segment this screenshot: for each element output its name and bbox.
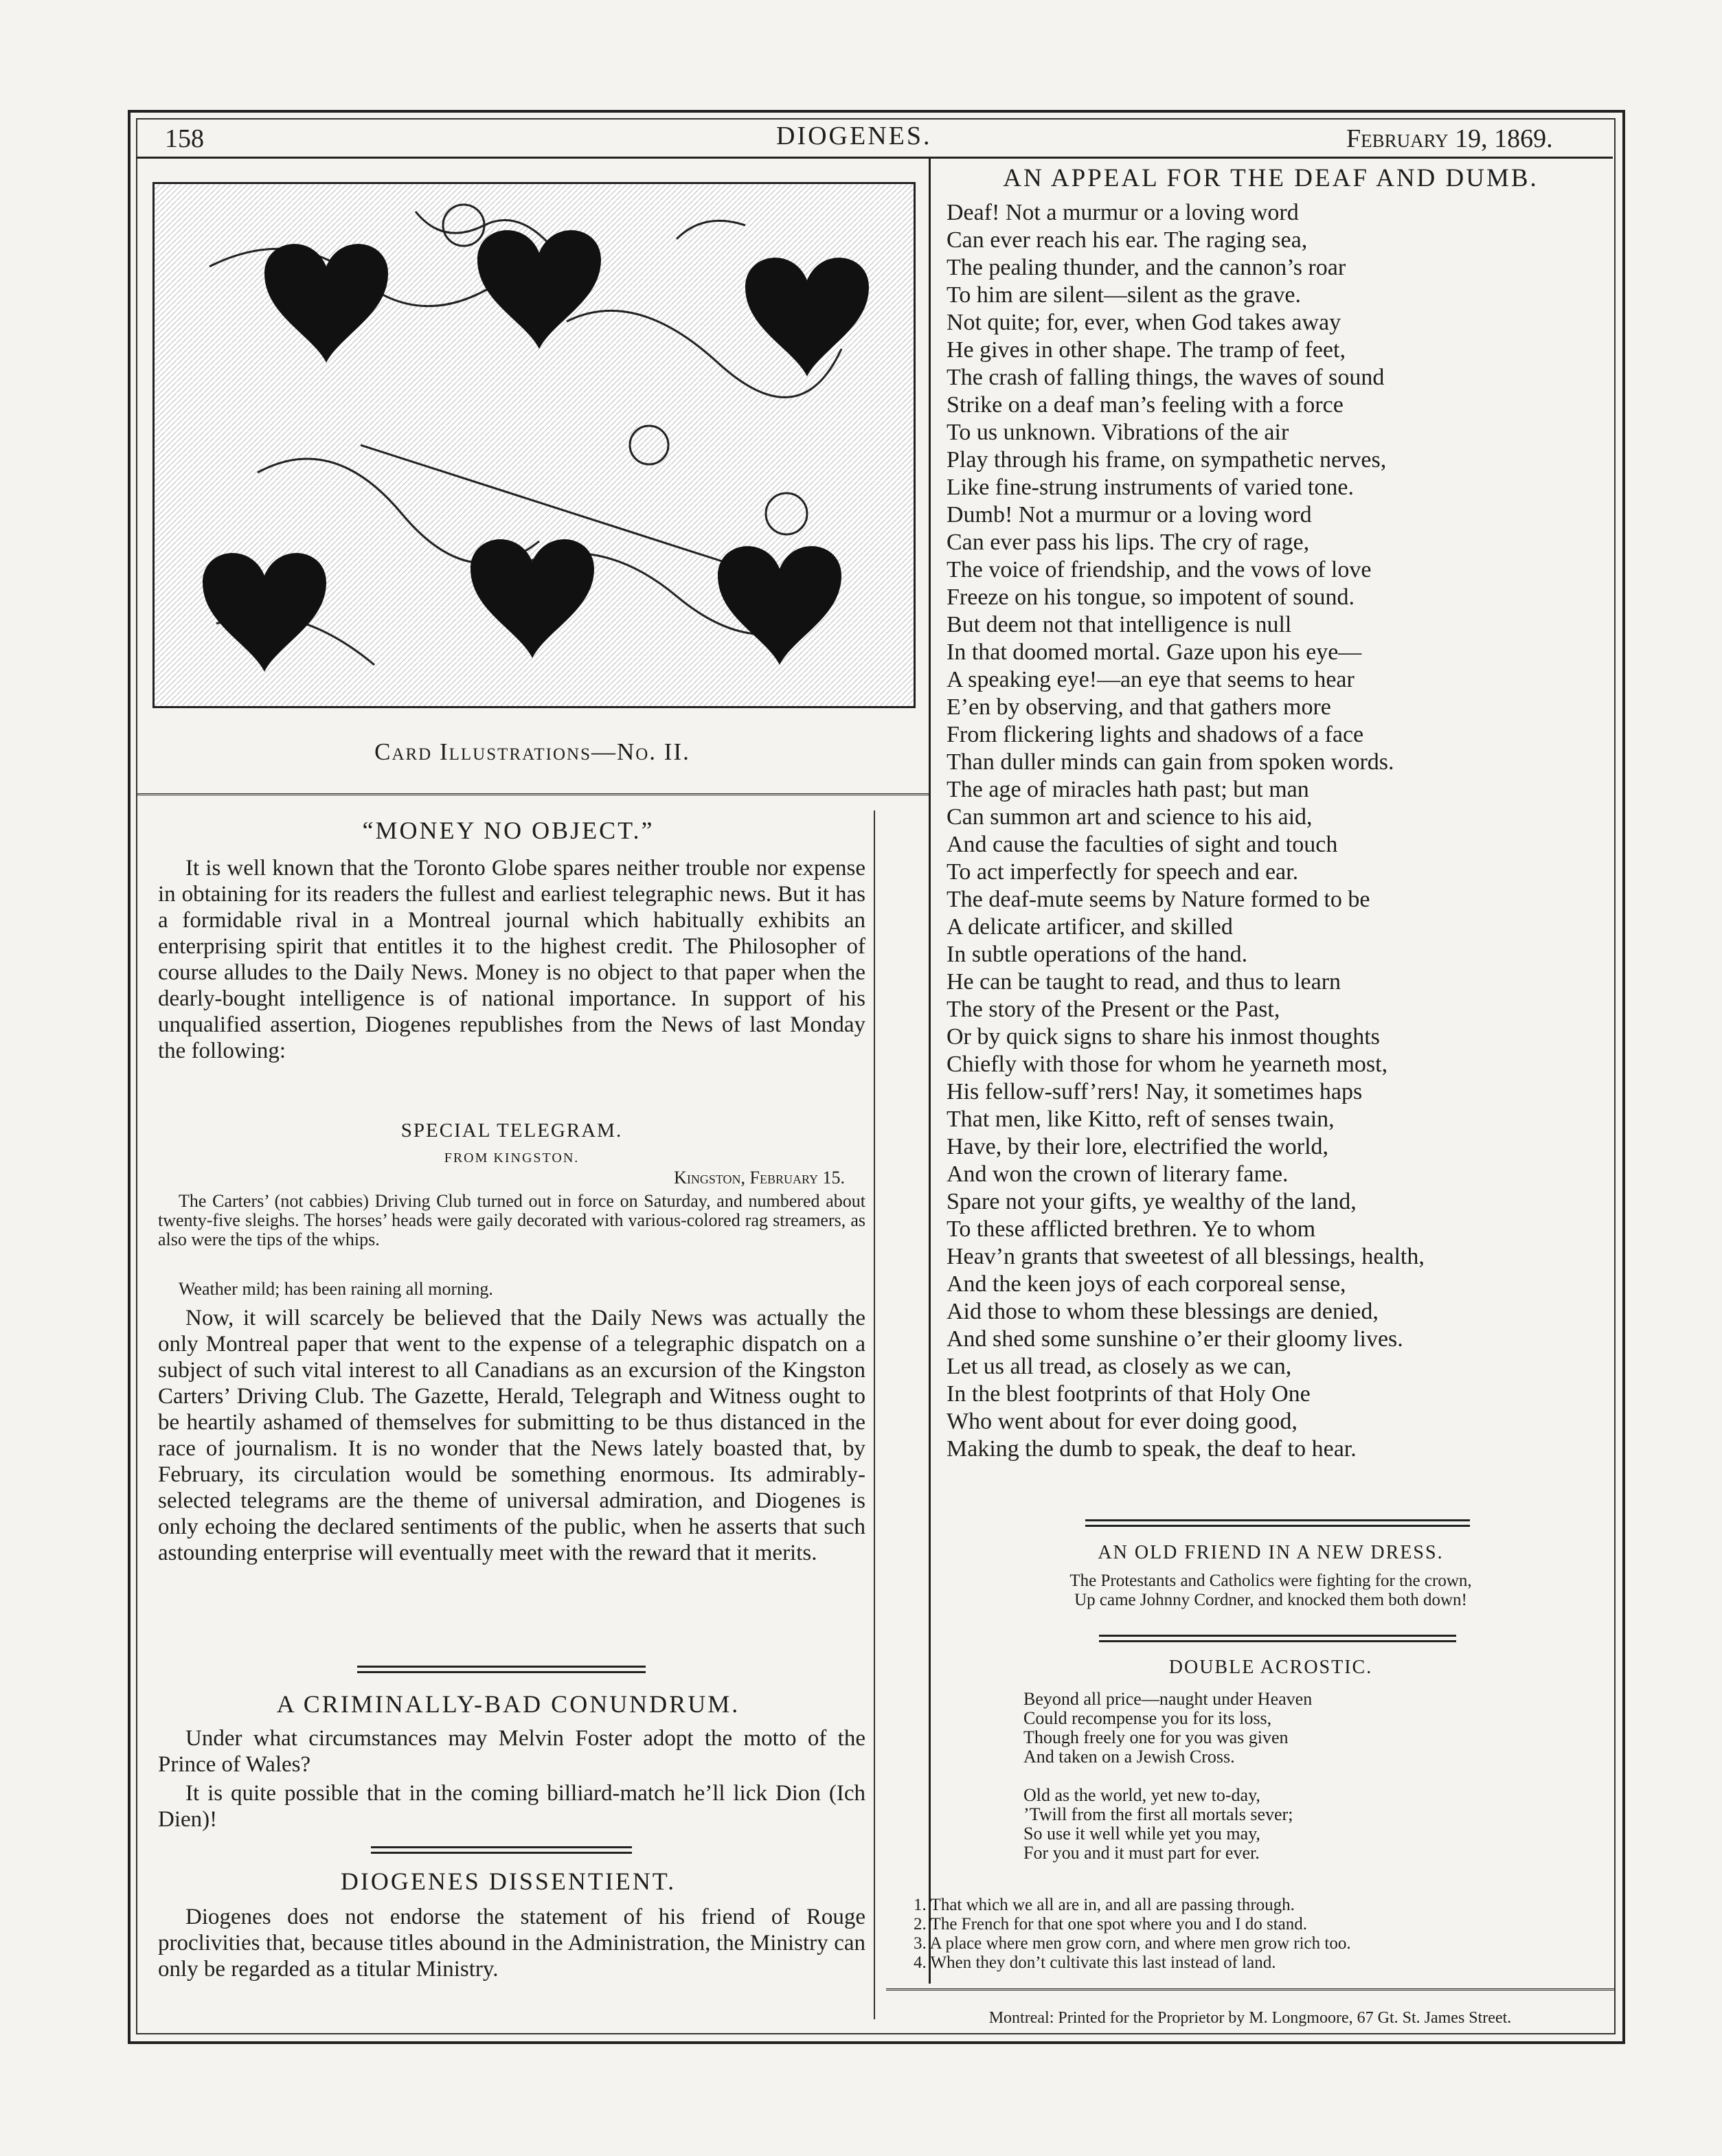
illustration-rule (137, 793, 929, 795)
poem-line: And won the crown of literary fame. (947, 1161, 1289, 1187)
acrostic-stanza-2 (1023, 1786, 1293, 1863)
poem-line: The crash of falling things, the waves of sound (947, 365, 1385, 390)
poem-line: The pealing thunder, and the cannon’s roar (947, 255, 1346, 280)
poem-line: To us unknown. Vibrations of the air (947, 420, 1289, 445)
poem-line: Let us all tread, as closely as we can, (947, 1354, 1292, 1379)
masthead-title: DIOGENES. (776, 122, 932, 150)
telegram-body: The Carters’ (not cabbies) Driving Club turned out in force on Saturday, and numbered about twenty-five sleighs. The horses’ heads were gaily decorated with various-colored rag streamers, as also were the tips of the whips. (158, 1191, 865, 1249)
poem-line: Deaf! Not a murmur or a loving word (947, 200, 1299, 225)
poem-stanza (947, 886, 1425, 1188)
card-illustration (152, 182, 916, 708)
appeal-title: AN APPEAL FOR THE DEAF AND DUMB. (1003, 164, 1539, 192)
acrostic-line: For you and it must part for ever. (1023, 1843, 1260, 1863)
poem-line: Heav’n grants that sweetest of all blessings, health, (947, 1244, 1425, 1269)
poem-line: To act imperfectly for speech and ear. (947, 859, 1299, 885)
acrostic-stanza-1 (1023, 1690, 1312, 1767)
acrostic-clue: 3. A place where men grow corn, and where men grow rich too. (914, 1934, 1351, 1953)
poem-line: Freeze on his tongue, so impotent of sound. (947, 585, 1355, 610)
acrostic-clue: 1. That which we all are in, and all are passing through. (914, 1896, 1295, 1914)
acrostic-title: DOUBLE ACROSTIC. (1168, 1657, 1373, 1678)
poem-line: His fellow-suff’rers! Nay, it sometimes haps (947, 1079, 1363, 1104)
poem-stanza (947, 776, 1425, 886)
poem-line: That men, like Kitto, reft of senses twain, (947, 1107, 1335, 1132)
acrostic-line: Though freely one for you was given (1023, 1727, 1289, 1747)
poem-line: In that doomed mortal. Gaze upon his eye— (947, 639, 1362, 665)
poem-stanza (947, 1188, 1425, 1463)
acrostic-line: ’Twill from the first all mortals sever; (1023, 1804, 1293, 1824)
poem-line: To these afflicted brethren. Ye to whom (947, 1216, 1316, 1242)
poem-line: The deaf-mute seems by Nature formed to be (947, 887, 1370, 912)
conundrum-title: A CRIMINALLY-BAD CONUNDRUM. (276, 1690, 740, 1718)
poem-line: In subtle operations of the hand. (947, 942, 1248, 967)
page-number: 158 (165, 124, 204, 153)
poem-line: And cause the faculties of sight and touch (947, 832, 1338, 857)
hearts-engraving (155, 184, 914, 706)
money-para1: It is well known that the Toronto Globe spares neither trouble nor expense in obtaining for its readers the fullest and earliest telegraphic news. But it has a formidable rival in a Montreal journal which habitually exhibits an enterprising spirit that entitles it to the highest credit. The Philosopher of course alludes to the Daily News. Money is no object to that paper when the dearly-bought intelligence is of national importance. In support of his unqualified assertion, Diogenes republishes from the News of last Monday the following: (158, 856, 865, 1063)
acrostic-clue: 4. When they don’t cultivate this last instead of land. (914, 1953, 1276, 1972)
acrostic-line: Could recompense you for its loss, (1023, 1708, 1272, 1728)
poem-line: Who went about for ever doing good, (947, 1409, 1298, 1434)
poem-line: Making the dumb to speak, the deaf to hear. (947, 1436, 1357, 1462)
poem-stanza (947, 501, 1425, 611)
illustration-caption: Card Illustrations—No. II. (374, 738, 690, 765)
poem-line: Spare not your gifts, ye wealthy of the land, (947, 1189, 1357, 1214)
acrostic-line: Beyond all price—naught under Heaven (1023, 1689, 1313, 1709)
oldfriend-title: AN OLD FRIEND IN A NEW DRESS. (1098, 1542, 1444, 1563)
poem-line: But deem not that intelligence is null (947, 612, 1292, 637)
acrostic-line: Old as the world, yet new to-day, (1023, 1785, 1260, 1805)
oldfriend-verse (934, 1571, 1607, 1610)
section-rule-3 (1085, 1519, 1470, 1527)
dissentient-title: DIOGENES DISSENTIENT. (340, 1868, 677, 1895)
appeal-poem (947, 199, 1425, 1463)
telegram-date: Kingston, February 15. (674, 1168, 845, 1188)
conundrum-answer: It is quite possible that in the coming billiard-match he’ll lick Dion (Ich Dien)! (158, 1781, 865, 1832)
poem-line: Strike on a deaf man’s feeling with a force (947, 392, 1344, 418)
poem-line: To him are silent—silent as the grave. (947, 282, 1301, 308)
column-rule-inner (874, 810, 875, 2019)
poem-line: Like fine-strung instruments of varied tone. (947, 475, 1354, 500)
poem-line: Can summon art and science to his aid, (947, 804, 1313, 830)
poem-line: Can ever reach his ear. The raging sea, (947, 227, 1308, 253)
poem-line: Aid those to whom these blessings are denied, (947, 1299, 1379, 1324)
poem-line: A speaking eye!—an eye that seems to hear (947, 667, 1355, 692)
poem-line: Or by quick signs to share his inmost thoughts (947, 1024, 1380, 1049)
section-rule-4 (1099, 1635, 1456, 1642)
poem-line: E’en by observing, and that gathers more (947, 694, 1331, 720)
header-rule (136, 157, 1613, 159)
poem-line: He gives in other shape. The tramp of feet, (947, 337, 1346, 363)
printer-footer: Montreal: Printed for the Proprietor by M. Longmoore, 67 Gt. St. James Street. (988, 2009, 1512, 2027)
poem-stanza (947, 199, 1425, 501)
poem-line: In the blest footprints of that Holy One (947, 1381, 1311, 1407)
poem-line: The story of the Present or the Past, (947, 997, 1280, 1022)
telegram-weather: Weather mild; has been raining all morning. (179, 1279, 493, 1299)
poem-line: Play through his frame, on sympathetic nerves, (947, 447, 1387, 473)
dissentient-body: Diogenes does not endorse the statement of his friend of Rouge proclivities that, because titles abound in the Administration, the Ministry can only be regarded as a titular Ministry. (158, 1905, 865, 1982)
acrostic-line: So use it well while yet you may, (1023, 1824, 1260, 1843)
poem-line: Than duller minds can gain from spoken words. (947, 749, 1394, 775)
footer-rule (886, 1988, 1614, 1990)
oldfriend-line: The Protestants and Catholics were fighting for the crown, (1069, 1571, 1472, 1590)
issue-date: February 19, 1869. (1346, 124, 1553, 153)
poem-line: And the keen joys of each corporeal sense, (947, 1271, 1346, 1297)
poem-line: Dumb! Not a murmur or a loving word (947, 502, 1312, 527)
poem-line: He can be taught to read, and thus to learn (947, 969, 1341, 995)
telegram-from: FROM KINGSTON. (444, 1150, 580, 1166)
section-rule-1 (357, 1666, 646, 1673)
telegram-heading: SPECIAL TELEGRAM. (400, 1120, 623, 1142)
money-para2: Now, it will scarcely be believed that the Daily News was actually the only Montreal paper that went to the expense of a telegraphic dispatch on a subject of such vital interest to all Canadians as an excursion of the Kingston Carters’ Driving Club. The Gazette, Herald, Telegraph and Witness ought to be heartily ashamed of themselves for submitting to be thus distanced in the race of journalism. It is no wonder that the News lately boasted that, by February, its circulation would be something enormous. Its admirably-selected telegrams are the theme of universal admiration, and Diogenes is only echoing the declared sentiments of the public, when he asserts that such astounding enterprise will eventually meet with the reward that it merits. (158, 1306, 865, 1565)
section-rule-2 (371, 1846, 632, 1854)
poem-line: Have, by their lore, electrified the world, (947, 1134, 1329, 1159)
poem-line: Not quite; for, ever, when God takes away (947, 310, 1341, 335)
poem-line: The voice of friendship, and the vows of love (947, 557, 1372, 582)
poem-line: The age of miracles hath past; but man (947, 777, 1309, 802)
oldfriend-line: Up came Johnny Cordner, and knocked them both down! (1074, 1591, 1467, 1609)
poem-line: A delicate artificer, and skilled (947, 914, 1233, 940)
poem-stanza (947, 611, 1425, 776)
acrostic-clues (914, 1896, 1351, 1973)
poem-line: Can ever pass his lips. The cry of rage, (947, 530, 1310, 555)
acrostic-line: And taken on a Jewish Cross. (1023, 1747, 1235, 1767)
column-rule (929, 157, 931, 1984)
money-title: “MONEY NO OBJECT.” (362, 817, 655, 844)
acrostic-clue: 2. The French for that one spot where you and I do stand. (914, 1915, 1308, 1933)
poem-line: And shed some sunshine o’er their gloomy lives. (947, 1326, 1403, 1352)
poem-line: From flickering lights and shadows of a face (947, 722, 1364, 747)
poem-line: Chiefly with those for whom he yearneth most, (947, 1052, 1388, 1077)
conundrum-question: Under what circumstances may Melvin Foster adopt the motto of the Prince of Wales? (158, 1726, 865, 1777)
